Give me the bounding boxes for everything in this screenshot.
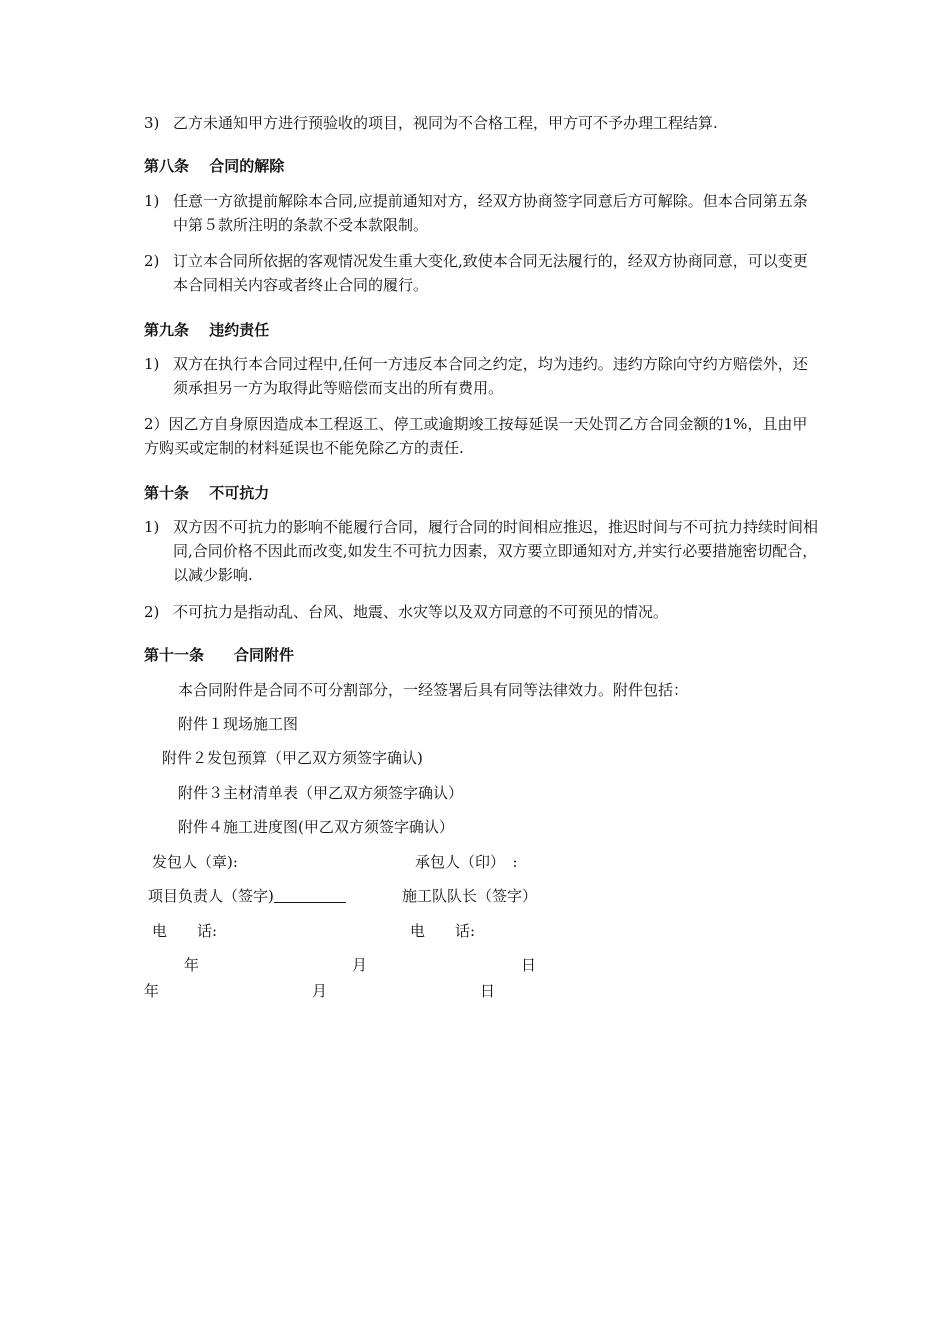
attachment-3: 附件３主材清单表（甲乙双方须签字确认） — [178, 784, 464, 802]
article-11-heading: 第十一条 合同附件 — [144, 646, 295, 664]
list-number: 1) — [144, 518, 160, 536]
article-8-heading: 第八条 合同的解除 — [144, 157, 285, 175]
list-number: 1) — [144, 192, 160, 210]
list-text: 不可抗力是指动乱、台风、地震、水灾等以及双方同意的不可预见的情况。 — [173, 603, 669, 621]
date-a-year: 年 — [184, 956, 200, 974]
article-9-heading: 第九条 违约责任 — [144, 321, 270, 339]
attachment-4: 附件４施工进度图(甲乙双方须签字确认） — [178, 818, 454, 836]
article-10-heading: 第十条 不可抗力 — [144, 484, 270, 502]
project-manager-signature — [148, 884, 346, 908]
date-a-month: 月 — [352, 956, 368, 974]
list-text: 双方因不可抗力的影响不能履行合同，履行合同的时间相应推迟，推迟时间与不可抗力持续时间相同,合同价格不因此而改变,如发生不可抗力因素，双方要立即通知对方,并实行必要措施密切配合，以减少影响. — [173, 518, 819, 584]
list-number: 2) — [144, 252, 160, 270]
phone-a-label: 电 话: — [152, 922, 218, 940]
date-b-year: 年 — [144, 982, 160, 1000]
attachment-1: 附件１现场施工图 — [178, 715, 299, 733]
article-9-item-2: 2）因乙方自身原因造成本工程返工、停工或逾期竣工按每延误一天处罚乙方合同金额的1%，且由甲方购买或定制的材料延误也不能免除乙方的责任. — [144, 415, 808, 457]
phone-b-label: 电 话: — [410, 922, 476, 940]
date-b-day: 日 — [480, 982, 496, 1000]
party-a-label: 发包人（章): — [152, 853, 238, 871]
date-b-month: 月 — [312, 982, 328, 1000]
signature-line — [274, 884, 346, 903]
list-text: 双方在执行本合同过程中,任何一方违反本合同之约定，均为违约。违约方除向守约方赔偿外，还须承担另一方为取得此等赔偿而支出的所有费用。 — [173, 355, 808, 397]
attachment-2: 附件２发包预算（甲乙双方须签字确认) — [162, 749, 423, 767]
date-a-day: 日 — [521, 956, 537, 974]
list-number: 3) — [144, 114, 160, 132]
team-leader-label: 施工队队长（签字） — [402, 887, 538, 905]
list-number: 2) — [144, 603, 160, 621]
list-text: 乙方未通知甲方进行预验收的项目，视同为不合格工程，甲方可不予办理工程结算. — [173, 114, 718, 132]
list-text: 订立本合同所依据的客观情况发生重大变化,致使本合同无法履行的，经双方协商同意，可以变更本合同相关内容或者终止合同的履行。 — [173, 252, 808, 294]
list-number: 1) — [144, 355, 160, 373]
project-manager-label: 项目负责人（签字) — [148, 887, 274, 905]
list-text: 任意一方欲提前解除本合同,应提前通知对方，经双方协商签字同意后方可解除。但本合同第五条中第５款所注明的条款不受本款限制。 — [173, 192, 808, 234]
attachments-intro: 本合同附件是合同不可分割部分，一经签署后具有同等法律效力。附件包括： — [178, 681, 689, 699]
party-b-label: 承包人（印） : — [415, 853, 518, 871]
